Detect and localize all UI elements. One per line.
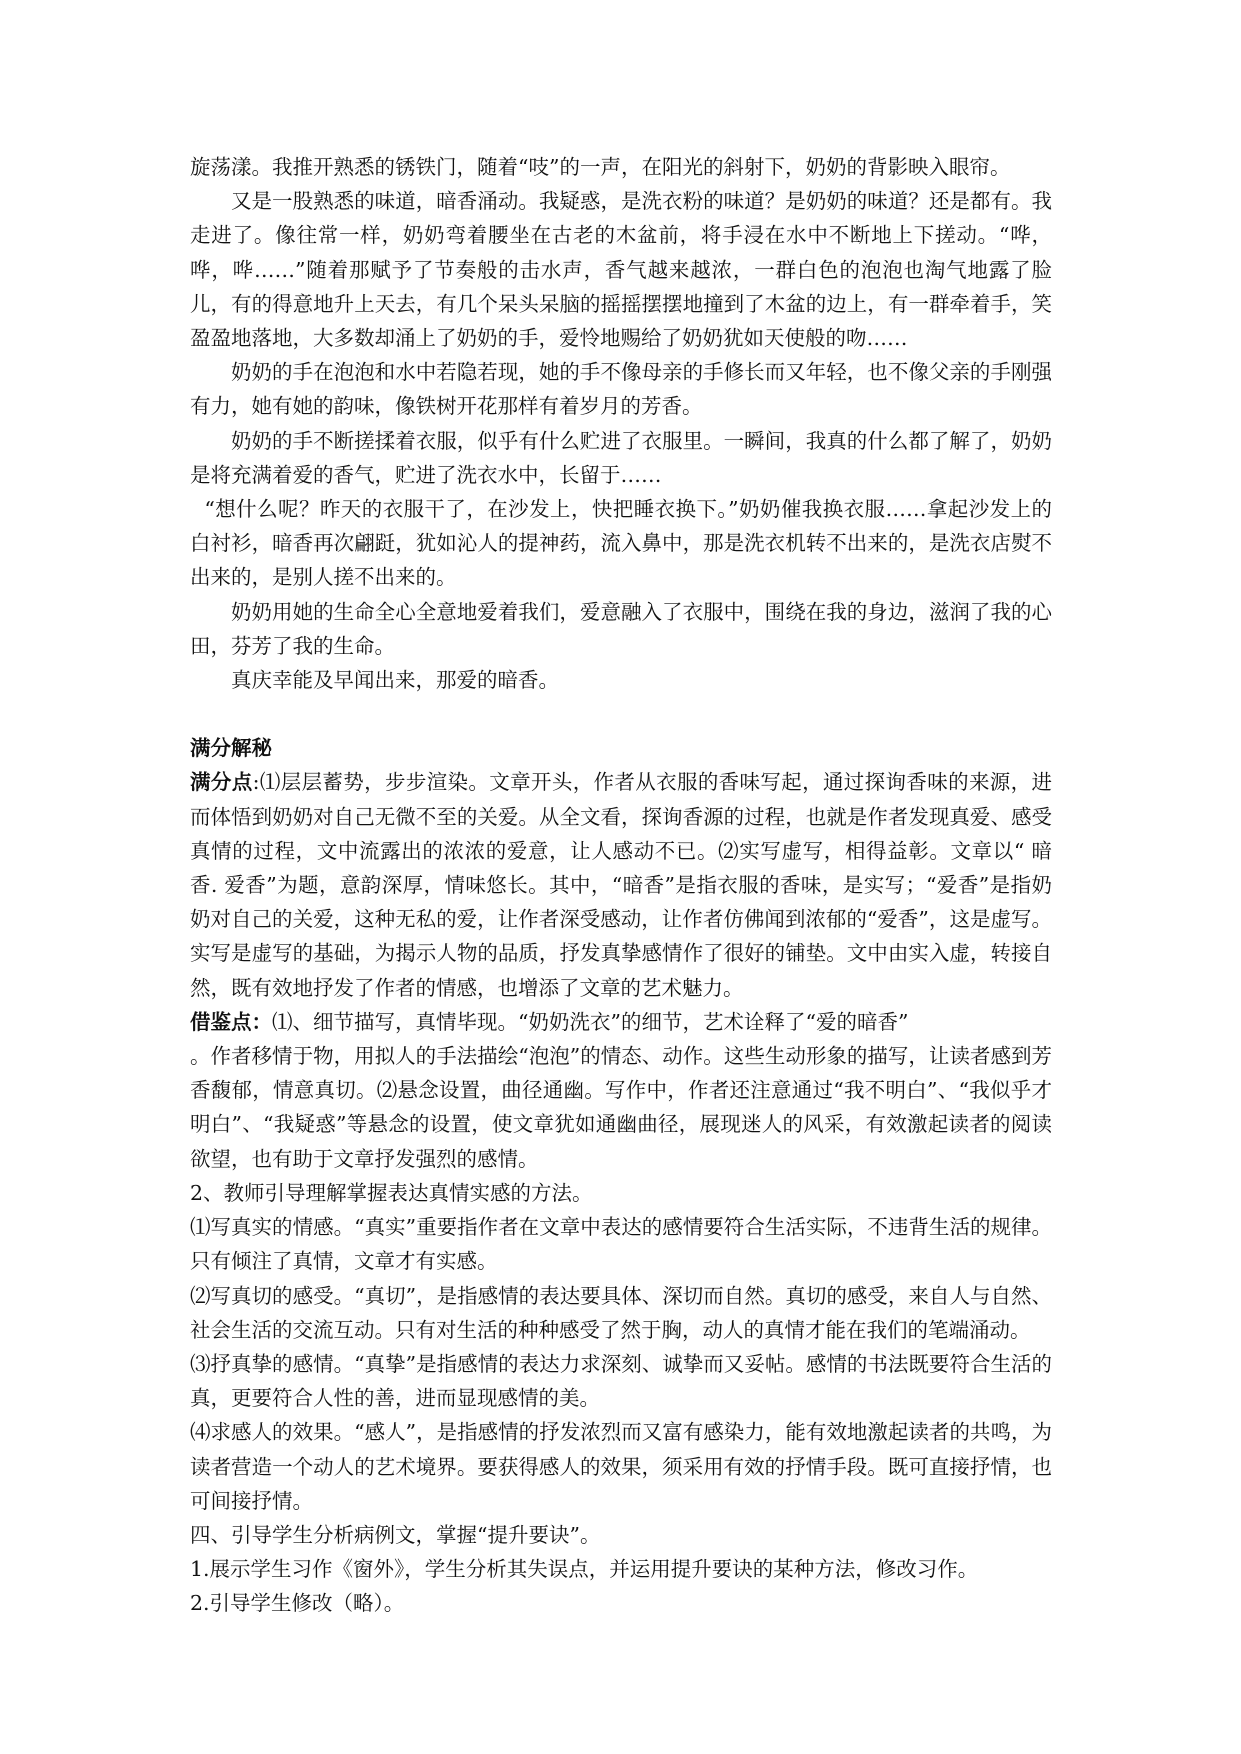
essay-paragraph: 又是一股熟悉的味道，暗香涌动。我疑惑，是洗衣粉的味道？是奶奶的味道？还是都有。我走进了。像往常一样，奶奶弯着腰坐在古老的木盆前，将手浸在水中不断地上下搓动。“哗，哗，哗……”随着那赋予了节奏般的击水声，香气越来越浓，一群白色的泡泡也淘气地露了脸儿，有的得意地升上天去，有几个呆头呆脑的摇摇摆摆地撞到了木盆的边上，有一群牵着手，笑盈盈地落地，大多数却涌上了奶奶的手，爱怜地赐给了奶奶犹如天使般的吻……: [190, 189, 1052, 351]
full-score-points: [190, 765, 1052, 1004]
reference-text-first: ⑴、细节描写，真情毕现。“奶奶洗衣”的细节，艺术诠释了“爱的暗香”: [272, 1009, 909, 1034]
guide-title: 四、引导学生分析病例文，掌握“提升要诀”。: [190, 1522, 601, 1547]
reference-text-continued: 。作者移情于物，用拟人的手法描绘“泡泡”的情态、动作。这些生动形象的描写，让读者感到芳香馥郁，情意真切。⑵悬念设置，曲径通幽。写作中，作者还注意通过“我不明白”、“我似乎才明白”、“我疑惑”等悬念的设置，使文章犹如通幽曲径，展现迷人的风采，有效激起读者的阅读欲望，也有助于文章抒发强烈的感情。: [190, 1044, 1052, 1171]
reference-label: 借鉴点: [190, 1009, 252, 1034]
method-title: 2、教师引导理解掌握表达真情实感的方法。: [190, 1180, 593, 1205]
essay-paragraph: 真庆幸能及早闻出来，那爱的暗香。: [231, 668, 559, 693]
guide-step: 2.引导学生修改（略）。: [190, 1591, 405, 1616]
essay-paragraph: “想什么呢？昨天的衣服干了，在沙发上，快把睡衣换下。”奶奶催我换衣服……拿起沙发上的白衬衫，暗香再次翩跹，犹如沁人的提神药，流入鼻中，那是洗衣机转不出来的，是洗衣店熨不出来的，是别人搓不出来的。: [190, 497, 1052, 590]
method-item: ⑴写真实的情感。“真实”重要指作者在文章中表达的感情要符合生活实际，不违背生活的规律。只有倾注了真情，文章才有实感。: [190, 1215, 1052, 1274]
full-score-text: ⑴层层蓄势，步步渲染。文章开头，作者从衣服的香味写起，通过探询香味的来源，进而体悟到奶奶对自己无微不至的关爱。从全文看，探询香源的过程，也就是作者发现真爱、感受真情的过程，文中流露出的浓浓的爱意，让人感动不已。⑵实写虚写，相得益彰。文章以“ 暗香. 爱香”为题，意韵深厚，情味悠长。其中，“暗香”是指衣服的香味，是实写；“爱香”是指奶奶对自己的关爱，这种无私的爱，让作者深受感动，让作者仿佛闻到浓郁的“爱香”，这是虚写。实写是虚写的基础，为揭示人物的品质，抒发真挚感情作了很好的铺垫。文中由实入虚，转接自然，既有效地抒发了作者的情感，也增添了文章的艺术魅力。: [190, 770, 1053, 1000]
document-page: [190, 150, 1052, 1621]
label-colon: :: [252, 770, 260, 795]
essay-paragraph: 奶奶的手不断搓揉着衣服，似乎有什么贮进了衣服里。一瞬间，我真的什么都了解了，奶奶是将充满着爱的香气，贮进了洗衣水中，长留于……: [190, 428, 1052, 487]
label-colon: ：: [251, 1009, 272, 1034]
guide-step: 1.展示学生习作《窗外》，学生分析其失误点，并运用提升要诀的某种方法，修改习作。: [190, 1557, 979, 1582]
full-score-label: 满分点: [190, 770, 253, 795]
analysis-heading: 满分解秘: [190, 736, 272, 761]
section-spacer: [190, 697, 1052, 731]
reference-points: [190, 1005, 1052, 1039]
method-item: ⑷求感人的效果。“感人”，是指感情的抒发浓烈而又富有感染力，能有效地激起读者的共鸣，为读者营造一个动人的艺术境界。要获得感人的效果，须采用有效的抒情手段。既可直接抒情，也可间接抒情。: [190, 1420, 1052, 1513]
essay-paragraph: 奶奶用她的生命全心全意地爱着我们，爱意融入了衣服中，围绕在我的身边，滋润了我的心田，芬芳了我的生命。: [190, 599, 1052, 658]
method-item: ⑶抒真挚的感情。“真挚”是指感情的表达力求深刻、诚挚而又妥帖。感情的书法既要符合生活的真，更要符合人性的善，进而显现感情的美。: [190, 1351, 1052, 1411]
essay-paragraph: 奶奶的手在泡泡和水中若隐若现，她的手不像母亲的手修长而又年轻，也不像父亲的手刚强有力，她有她的韵味，像铁树开花那样有着岁月的芳香。: [190, 360, 1052, 419]
method-item: ⑵写真切的感受。“真切”，是指感情的表达要具体、深切而自然。真切的感受，来自人与自然、社会生活的交流互动。只有对生活的种种感受了然于胸，动人的真情才能在我们的笔端涌动。: [190, 1283, 1052, 1342]
essay-paragraph: 旋荡漾。我推开熟悉的锈铁门，随着“吱”的一声，在阳光的斜射下，奶奶的背影映入眼帘。: [190, 155, 1011, 179]
